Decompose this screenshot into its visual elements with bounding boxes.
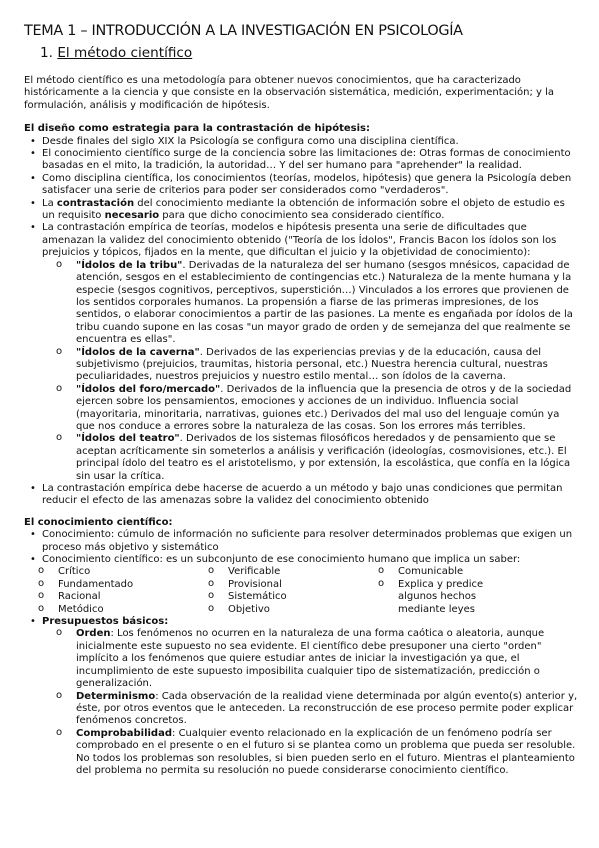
text-span: . Derivadas de la naturaleza del ser humano (sesgos mnésicos, capacidad de atención, sesgos en el establecimiento de contingencias etc.) Naturaleza de la mente humana y la especie (sesgos cognitivos, perceptivos, superstición…) Vinculados a los errores que provienen de los sentidos corporales humanos. La propensión a fiarse de las primeras impresiones, de los sentidos, o elaborar conocimientos a partir de las pasiones. La mente es engañada por ídolos de la tribu cuando supone en las cosas "un mayor grado de orden y de semejanza del que realmente se encuentra es ellas". (76, 259, 573, 346)
saber-columns (36, 566, 579, 616)
text-span: del conocimiento mediante la obtención de información sobre el objeto de estudio es un requisito (42, 197, 565, 222)
conocimiento-heading: El conocimiento científico: (24, 516, 173, 528)
bold-term: necesario (104, 210, 160, 222)
presupuestos-list (24, 616, 579, 777)
sub-list-item (54, 728, 579, 778)
conocimiento-list (24, 529, 579, 566)
list-item: • Conocimiento: cúmulo de información no suficiente para resolver determinados problemas que exigen un proceso más objetivo y sistemático (24, 529, 579, 554)
saber-column-2 (206, 566, 376, 616)
text-span: : Los fenómenos no ocurren en la naturaleza de una forma caótica o aleatoria, aunque inicialmente este supuesto no sea evidente. El científico debe presuponer una cierto "orden" implícito a los fenómenos que quiere estudiar antes de iniciar la investigación ya que, el incumplimiento de este supuesto imposibilita cualquier tipo de sistematización, predicción o generalización. (76, 628, 545, 690)
list-item: • Desde finales del siglo XIX la Psicología se configura como una disciplina científica. (24, 136, 579, 148)
bold-term: "Ídolos del teatro" (76, 433, 180, 445)
saber-item: o Racional (36, 591, 206, 603)
bold-term: "Ídolos de la caverna" (76, 346, 200, 358)
list-item (24, 554, 579, 566)
saber-item: o Verificable (206, 566, 376, 578)
text-span: : Cualquier evento relacionado en la explicación de un fenómeno podría ser comprobado en el presente o en el futuro si se plantea como un problema que pueda ser resoluble. No todos los problemas son resolubles, si bien pueden serlo en el futuro. Mientras el planteamiento del problema no permita su resolución no puede considerarse conocimiento científico. (76, 727, 576, 776)
sub-list-item (54, 691, 579, 728)
list-item (24, 222, 579, 483)
saber-item: o Comunicable (376, 566, 516, 578)
list-item: • Como disciplina científica, los conocimientos (teorías, modelos, hipótesis) que genera la Psicología deben satisfacer una serie de criterios para poder ser considerados como "verdaderos". (24, 173, 579, 198)
list-item: • El conocimiento científico surge de la conciencia sobre las limitaciones de: Otras formas de conocimiento basadas en el mito, la tradición, la autoridad… Y del ser humano para "aprehender" la realidad. (24, 148, 579, 173)
sub-list-item (54, 433, 579, 483)
saber-item: o Explica y predice algunos hechos mediante leyes (376, 579, 516, 616)
sub-list-item (54, 260, 579, 347)
text-span: Conocimiento científico: es un subconjunto de ese conocimiento humano que implica un saber: (42, 554, 521, 566)
saber-item: o Fundamentado (36, 579, 206, 591)
saber-column-3 (376, 566, 516, 616)
section-title (24, 44, 579, 62)
saber-item: o Sistemático (206, 591, 376, 603)
presupuestos-sublist (54, 628, 579, 777)
diseno-list (24, 136, 579, 508)
spacer (24, 508, 579, 517)
list-item (24, 198, 579, 223)
page-title: TEMA 1 – INTRODUCCIÓN A LA INVESTIGACIÓN EN PSICOLOGÍA (24, 23, 463, 39)
section-title-text: El método científico (57, 45, 193, 61)
list-item: • La contrastación empírica debe hacerse de acuerdo a un método y bajo unas condiciones que permitan reducir el efecto de las amenazas sobre la validez del conocimiento obtenido (24, 483, 579, 508)
saber-item: o Metódico (36, 604, 206, 616)
bold-term: "Ídolos de la tribu" (76, 259, 183, 271)
text-span: . Derivados de las experiencias previas y de la educación, causa del subjetivismo (prejuicios, traumitas, historia personal, etc.) Nuestra herencia cultural, nuestras peculiaridades, nuestros prejuicios y nuestro estilo mental… son ídolos de la caverna. (76, 346, 548, 383)
saber-item: o Crítico (36, 566, 206, 578)
sub-list-item (54, 628, 579, 690)
text-span: para que dicho conocimiento sea considerado científico. (159, 210, 445, 222)
bold-term: contrastación (56, 197, 135, 209)
saber-item: o Objetivo (206, 604, 376, 616)
saber-column-1 (36, 566, 206, 616)
sub-list-item (54, 347, 579, 384)
idolos-list (54, 260, 579, 483)
list-item (24, 616, 579, 777)
sub-list-item (54, 384, 579, 434)
text-span: : Cada observación de la realidad viene determinada por algún evento(s) anterior y, éste, por otros eventos que le anteceden. La reconstrucción de ese proceso permite poder explicar fenómenos concretos. (76, 690, 578, 727)
text-span: La contrastación empírica de teorías, modelos e hipótesis presenta una serie de dificultades que amenazan la validez del conocimiento obtenido ("Teoría de los Ídolos", Francis Bacon los ídolos son los prejuicios y tópicos, fijados en la mente, que dificultan el juicio y la objetividad de conocimiento): (42, 222, 557, 259)
text-span: . Derivados de la influencia que la presencia de otros y de la sociedad ejercen sobre los pensamientos, emociones y acciones de un individuo. Influencia social (mayoritaria, minoritaria, narrativas, guiones etc.) Derivados del mal uso del lenguaje común ya que nos conduce a errores sobre la naturaleza de las cosas. Son los errores más terribles. (76, 383, 572, 432)
bold-term: Orden (76, 628, 111, 640)
saber-item: o Provisional (206, 579, 376, 591)
text-span: La (42, 197, 57, 209)
bold-term: "Ídolos del foro/mercado" (76, 383, 221, 395)
section-number: 1. (40, 45, 53, 61)
text-span: . Derivados de los sistemas filosóficos heredados y de pensamiento que se aceptan acríticamente sin someterlos a análisis y verificación (ideologías, cosmovisiones, etc.). El principal ídolo del teatro es el aristotelismo, y por extensión, la escolástica, que confía en la lógica sin usar la crítica. (76, 433, 571, 482)
intro-paragraph: El método científico es una metodología para obtener nuevos conocimientos, que ha caracterizado históricamente a la ciencia y que consiste en la observación sistemática, medición, experimentación; y la formulación, análisis y modificación de hipótesis. (24, 75, 555, 111)
diseno-heading: El diseño como estrategia para la contrastación de hipótesis: (24, 123, 370, 135)
bold-term: Determinismo (76, 690, 156, 702)
bold-term: Presupuestos básicos: (42, 616, 169, 628)
bold-term: Comprobabilidad (76, 727, 173, 739)
